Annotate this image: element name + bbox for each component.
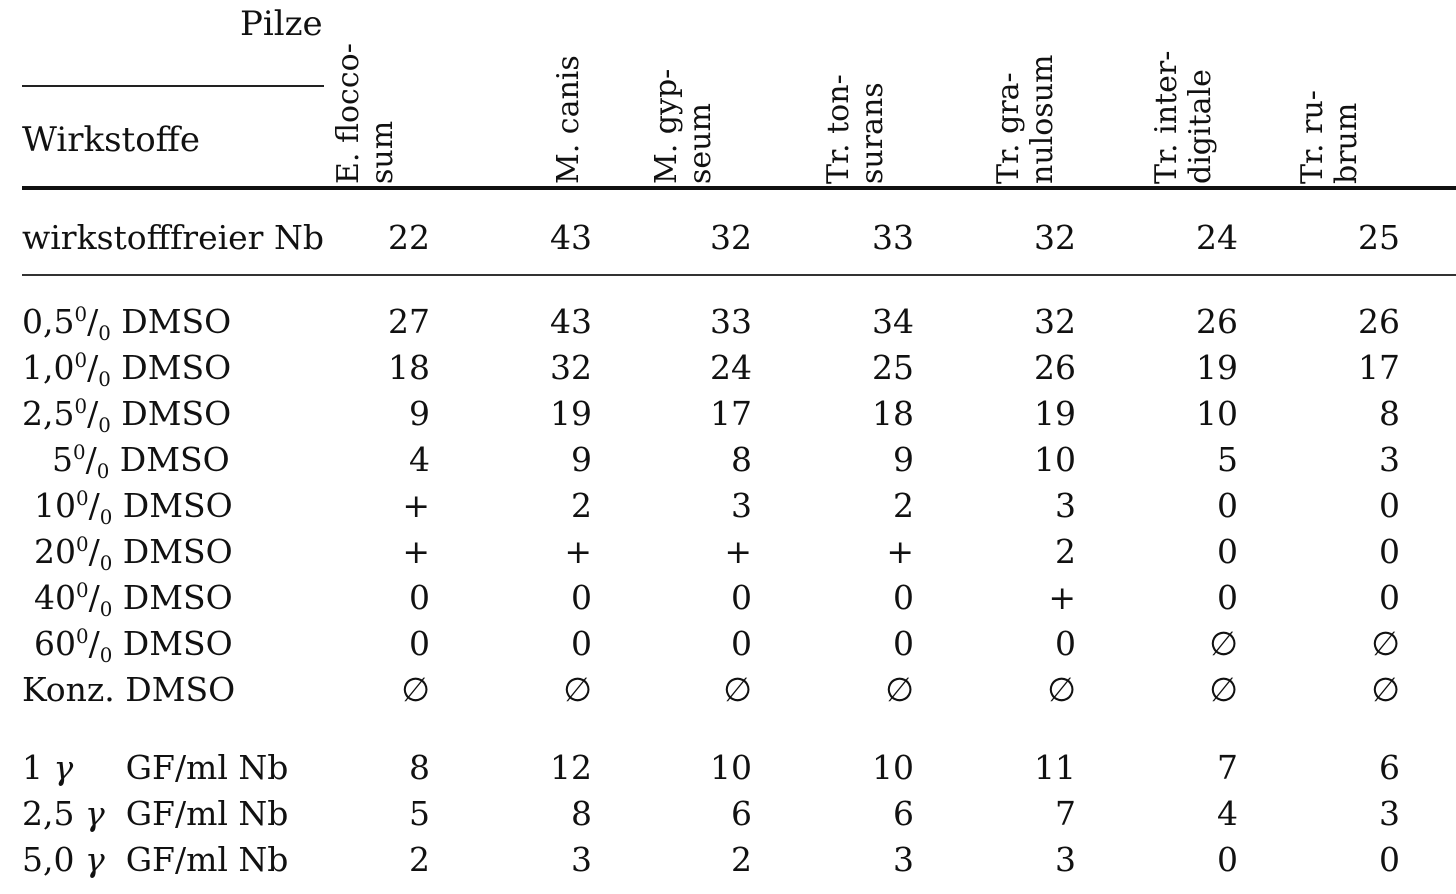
table-cell: ∅ [1371, 624, 1400, 663]
table-cell: ∅ [885, 670, 914, 709]
table-cell: + [1048, 578, 1076, 617]
table-cell: 27 [388, 302, 430, 341]
column-header-line1: Tr. inter- [1149, 50, 1184, 184]
table-cell: 8 [409, 748, 430, 787]
table-cell: 0 [731, 624, 752, 663]
table-cell: 18 [872, 394, 914, 433]
row-label-dmso: $10^0/_0$ DMSO [34, 486, 233, 529]
row-label-dmso: $5^0/_0$ DMSO [52, 440, 230, 483]
column-header-line1: M. gyp- [649, 68, 684, 184]
table-cell: 12 [550, 748, 592, 787]
table-cell: 0 [571, 578, 592, 617]
table-cell: 9 [893, 440, 914, 479]
table-cell: 26 [1034, 348, 1076, 387]
table-cell: 3 [1055, 486, 1076, 525]
table-cell: 2 [409, 840, 430, 879]
table-cell: 11 [1034, 748, 1076, 787]
table-cell: 32 [1034, 302, 1076, 341]
table-cell: 9 [409, 394, 430, 433]
row-label-dmso: $0,5^0/_0$ DMSO [22, 302, 232, 345]
row-label-control: wirkstofffreier Nb [22, 218, 324, 257]
table-cell: 6 [893, 794, 914, 833]
column-header-line1: M. canis [551, 55, 586, 184]
row-label-dmso: $1,0^0/_0$ DMSO [22, 348, 232, 391]
table-cell: 32 [710, 218, 752, 257]
table-cell: ∅ [1371, 670, 1400, 709]
table-cell: 18 [388, 348, 430, 387]
table-cell: 0 [409, 624, 430, 663]
column-header-tr-rubrum [1296, 90, 1364, 184]
table-cell: 0 [1055, 624, 1076, 663]
column-header-line2: digitale [1183, 69, 1218, 184]
table-cell: 24 [1196, 218, 1238, 257]
table-cell: ∅ [1209, 670, 1238, 709]
header-rule [22, 186, 1456, 190]
table-cell: 8 [731, 440, 752, 479]
table-cell: 0 [571, 624, 592, 663]
table-cell: 2 [571, 486, 592, 525]
table-cell: 3 [1055, 840, 1076, 879]
table-cell: 10 [710, 748, 752, 787]
table-cell: + [886, 532, 914, 571]
table-cell: 43 [550, 302, 592, 341]
table-cell: 26 [1196, 302, 1238, 341]
table-cell: 10 [872, 748, 914, 787]
table-cell: 25 [872, 348, 914, 387]
table-cell: 8 [571, 794, 592, 833]
table-cell: 0 [1379, 532, 1400, 571]
table-cell: + [724, 532, 752, 571]
table-cell: 0 [409, 578, 430, 617]
column-header-line2: surans [855, 82, 890, 184]
table-cell: ∅ [401, 670, 430, 709]
table-cell: 33 [710, 302, 752, 341]
table-cell: 0 [1217, 578, 1238, 617]
corner-divider [22, 85, 324, 87]
table-cell: ∅ [1047, 670, 1076, 709]
table-cell: + [402, 532, 430, 571]
column-header-line1: Tr. gra- [991, 72, 1026, 184]
table-cell: 3 [893, 840, 914, 879]
table-cell: 26 [1358, 302, 1400, 341]
table-cell: 22 [388, 218, 430, 257]
table-cell: 3 [1379, 794, 1400, 833]
table-cell: ∅ [723, 670, 752, 709]
table-cell: 0 [1379, 578, 1400, 617]
table-cell: 17 [710, 394, 752, 433]
row-label-dmso: $40^0/_0$ DMSO [34, 578, 233, 621]
table-cell: 0 [893, 624, 914, 663]
row-label-dmso: $2,5^0/_0$ DMSO [22, 394, 232, 437]
table-cell: 33 [872, 218, 914, 257]
section-rule [22, 274, 1456, 276]
table-cell: 4 [409, 440, 430, 479]
row-label-dmso: $20^0/_0$ DMSO [34, 532, 233, 575]
table-cell: 25 [1358, 218, 1400, 257]
table-cell: 0 [1217, 840, 1238, 879]
table-cell: 4 [1217, 794, 1238, 833]
table-cell: 3 [571, 840, 592, 879]
table-cell: 2 [1055, 532, 1076, 571]
table-cell: 0 [1379, 840, 1400, 879]
table-cell: 17 [1358, 348, 1400, 387]
wirkstoffe-label: Wirkstoffe [22, 120, 200, 160]
table-cell: 2 [731, 840, 752, 879]
column-header-tr-tonsurans [822, 74, 890, 184]
table-cell: 32 [550, 348, 592, 387]
column-header-e-floccosum [332, 43, 400, 184]
table-cell: 24 [710, 348, 752, 387]
table-cell: + [402, 486, 430, 525]
column-header-tr-interdigitale [1150, 51, 1218, 184]
column-header-line2: seum [683, 103, 718, 184]
table-cell: 5 [1217, 440, 1238, 479]
column-header-line2: sum [365, 120, 400, 184]
column-header-line1: Tr. ton- [821, 74, 856, 184]
table-cell: 6 [731, 794, 752, 833]
table-cell: 7 [1217, 748, 1238, 787]
table-cell: 10 [1196, 394, 1238, 433]
table-cell: 32 [1034, 218, 1076, 257]
column-header-line2: brum [1329, 102, 1364, 184]
table-cell: 7 [1055, 794, 1076, 833]
table-cell: 5 [409, 794, 430, 833]
column-header-line1: E. flocco- [331, 43, 366, 184]
table-cell: 9 [571, 440, 592, 479]
table-cell: 43 [550, 218, 592, 257]
table-cell: ∅ [1209, 624, 1238, 663]
table-cell: + [564, 532, 592, 571]
table-cell: 34 [872, 302, 914, 341]
row-label-konz-dmso: Konz. DMSO [22, 670, 236, 709]
column-header-m-gypseum [650, 69, 718, 184]
table-cell: 6 [1379, 748, 1400, 787]
column-header-m-canis [552, 55, 586, 184]
table-cell: 19 [1034, 394, 1076, 433]
column-header-line2: nulosum [1025, 54, 1060, 184]
row-label-gf: 2,5 γ GF/ml Nb [22, 794, 289, 833]
table-cell: 0 [1217, 532, 1238, 571]
row-label-dmso: $60^0/_0$ DMSO [34, 624, 233, 667]
table-cell: 0 [1217, 486, 1238, 525]
table-cell: 8 [1379, 394, 1400, 433]
table-cell: ∅ [563, 670, 592, 709]
table-cell: 0 [893, 578, 914, 617]
table-cell: 0 [731, 578, 752, 617]
column-header-line1: Tr. ru- [1295, 90, 1330, 184]
column-header-tr-granulosum [992, 55, 1060, 184]
table-cell: 0 [1379, 486, 1400, 525]
table-cell: 2 [893, 486, 914, 525]
table-cell: 19 [1196, 348, 1238, 387]
table-cell: 19 [550, 394, 592, 433]
row-label-gf: 1 γ GF/ml Nb [22, 748, 289, 787]
table-cell: 10 [1034, 440, 1076, 479]
pilze-label: Pilze [240, 4, 323, 44]
table-cell: 3 [1379, 440, 1400, 479]
row-label-gf: 5,0 γ GF/ml Nb [22, 840, 289, 879]
table-cell: 3 [731, 486, 752, 525]
